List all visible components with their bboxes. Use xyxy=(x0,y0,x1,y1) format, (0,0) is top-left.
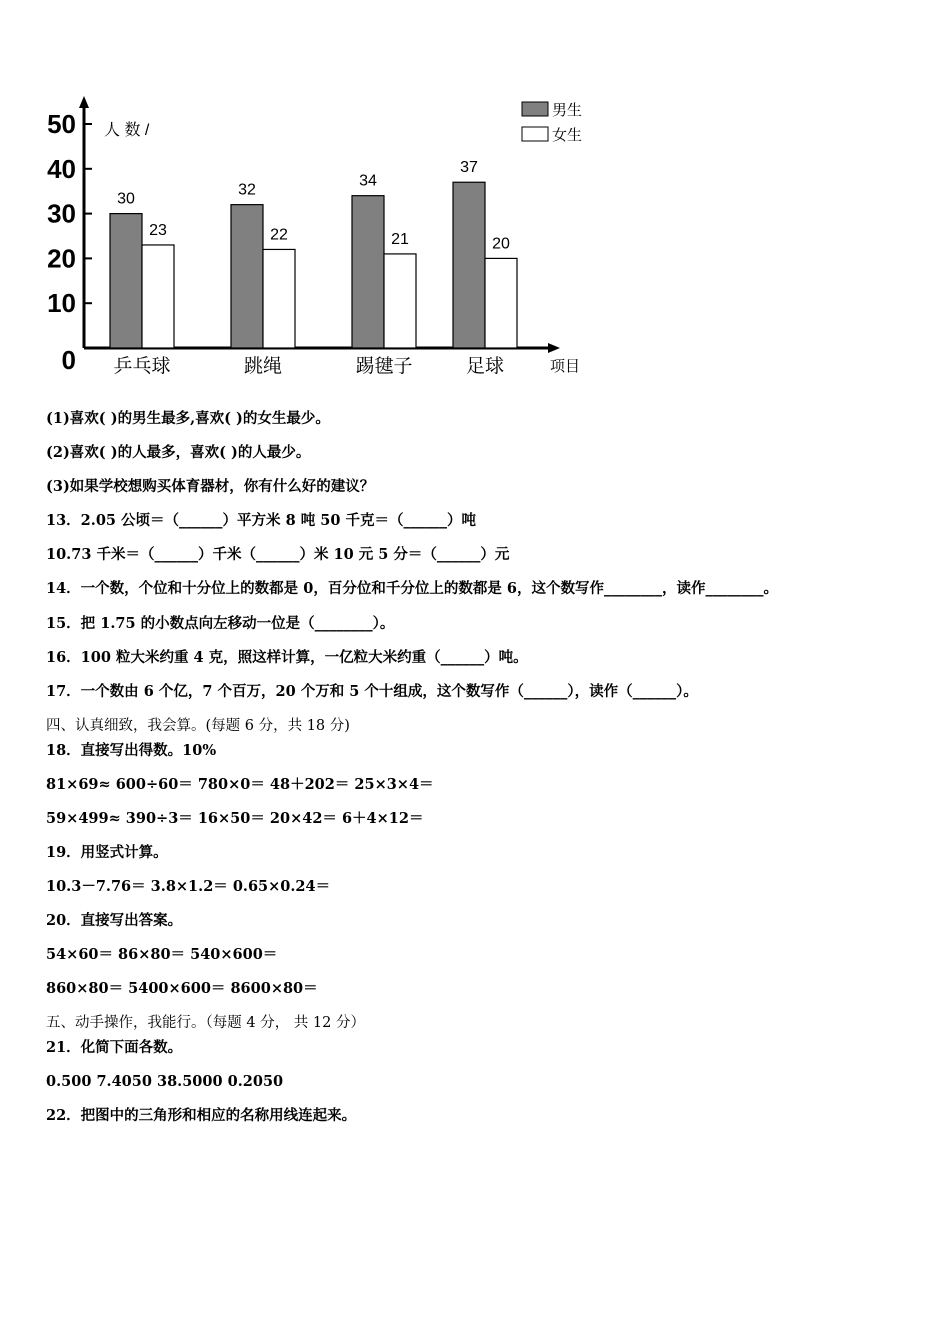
legend-label-male: 男生 xyxy=(552,101,583,119)
y-axis-label: 人 数 / xyxy=(104,122,150,139)
question-18-row-1: 81×69≈ 600÷60＝ 780×0＝ 48＋202＝ 25×3×4＝ xyxy=(46,776,434,793)
bar-value-label: 23 xyxy=(149,221,167,239)
y-tick-label: 0 xyxy=(61,345,76,375)
bar-value-label: 30 xyxy=(117,190,135,208)
y-tick-label: 10 xyxy=(47,288,76,319)
bar-chart xyxy=(30,90,610,390)
y-tick-label: 50 xyxy=(47,109,76,139)
legend-label-female: 女生 xyxy=(552,126,583,144)
x-axis-arrow xyxy=(548,343,560,353)
question-22: 22．把图中的三角形和相应的名称用线连起来。 xyxy=(46,1107,357,1124)
bar-value-label: 21 xyxy=(391,230,409,248)
bar-female xyxy=(384,254,416,348)
bar-female xyxy=(142,245,174,348)
question-3: (3)如果学校想购买体育器材，你有什么好的建议？ xyxy=(46,478,375,495)
y-tick-label: 20 xyxy=(47,243,76,274)
bar-value-label: 20 xyxy=(492,235,510,253)
category-label: 乒乓球 xyxy=(113,355,171,377)
bar-male xyxy=(110,214,142,348)
question-13-line-1: 13．2.05 公顷＝（______）平方米 8 吨 50 千克＝（______）吨 xyxy=(46,512,476,529)
bar-value-label: 22 xyxy=(270,226,288,244)
bar-male xyxy=(231,205,263,348)
y-axis-arrow xyxy=(79,96,89,108)
x-axis-label: 项目 xyxy=(550,357,581,375)
question-20-row-1: 54×60＝ 86×80＝ 540×600＝ xyxy=(46,946,278,963)
question-20-row-2: 860×80＝ 5400×600＝ 8600×80＝ xyxy=(46,980,318,997)
section-5-heading: 五、动手操作，我能行。（每题 4 分， 共 12 分） xyxy=(46,1015,365,1031)
question-21-row: 0.500 7.4050 38.5000 0.2050 xyxy=(46,1073,284,1090)
question-16: 16．100 粒大米约重 4 克，照这样计算，一亿粒大米约重（______）吨。 xyxy=(46,649,528,666)
category-label: 足球 xyxy=(465,355,505,377)
bar-value-label: 37 xyxy=(460,159,478,177)
legend-swatch-female xyxy=(522,127,548,141)
question-18-row-2: 59×499≈ 390÷3＝ 16×50＝ 20×42＝ 6＋4×12＝ xyxy=(46,810,424,827)
bar-value-label: 32 xyxy=(238,181,256,199)
section-4-heading: 四、认真细致，我会算。(每题 6 分，共 18 分) xyxy=(46,718,350,734)
question-13-line-2: 10.73 千米＝（______）千米（______）米 10 元 5 分＝（______）元 xyxy=(46,546,510,563)
question-14: 14．一个数，个位和十分位上的数都是 0，百分位和千分位上的数都是 6，这个数写作________，读作________。 xyxy=(46,580,778,597)
question-21: 21．化简下面各数。 xyxy=(46,1039,183,1056)
legend-swatch-male xyxy=(522,102,548,116)
category-label: 跳绳 xyxy=(243,355,283,377)
question-1: (1)喜欢( )的男生最多,喜欢( )的女生最少。 xyxy=(46,410,330,427)
question-19-row: 10.3－7.76＝ 3.8×1.2＝ 0.65×0.24＝ xyxy=(46,878,331,895)
y-tick-label: 40 xyxy=(47,153,76,184)
bar-value-label: 34 xyxy=(359,172,377,190)
question-15: 15．把 1.75 的小数点向左移动一位是（________）。 xyxy=(46,615,395,632)
bar-female xyxy=(485,258,517,348)
y-tick-label: 30 xyxy=(47,198,76,229)
question-2: (2)喜欢( )的人最多，喜欢( )的人最少。 xyxy=(46,444,311,461)
question-20: 20．直接写出答案。 xyxy=(46,912,183,929)
question-18: 18．直接写出得数。10% xyxy=(46,742,217,759)
category-label: 踢毽子 xyxy=(355,355,413,377)
bar-male xyxy=(453,182,485,348)
bar-female xyxy=(263,249,295,348)
bar-male xyxy=(352,196,384,348)
question-17: 17．一个数由 6 个亿，7 个百万，20 个万和 5 个十组成，这个数写作（______），读作（______）。 xyxy=(46,683,698,700)
question-19: 19．用竖式计算。 xyxy=(46,844,168,861)
chart-svg xyxy=(30,90,610,390)
